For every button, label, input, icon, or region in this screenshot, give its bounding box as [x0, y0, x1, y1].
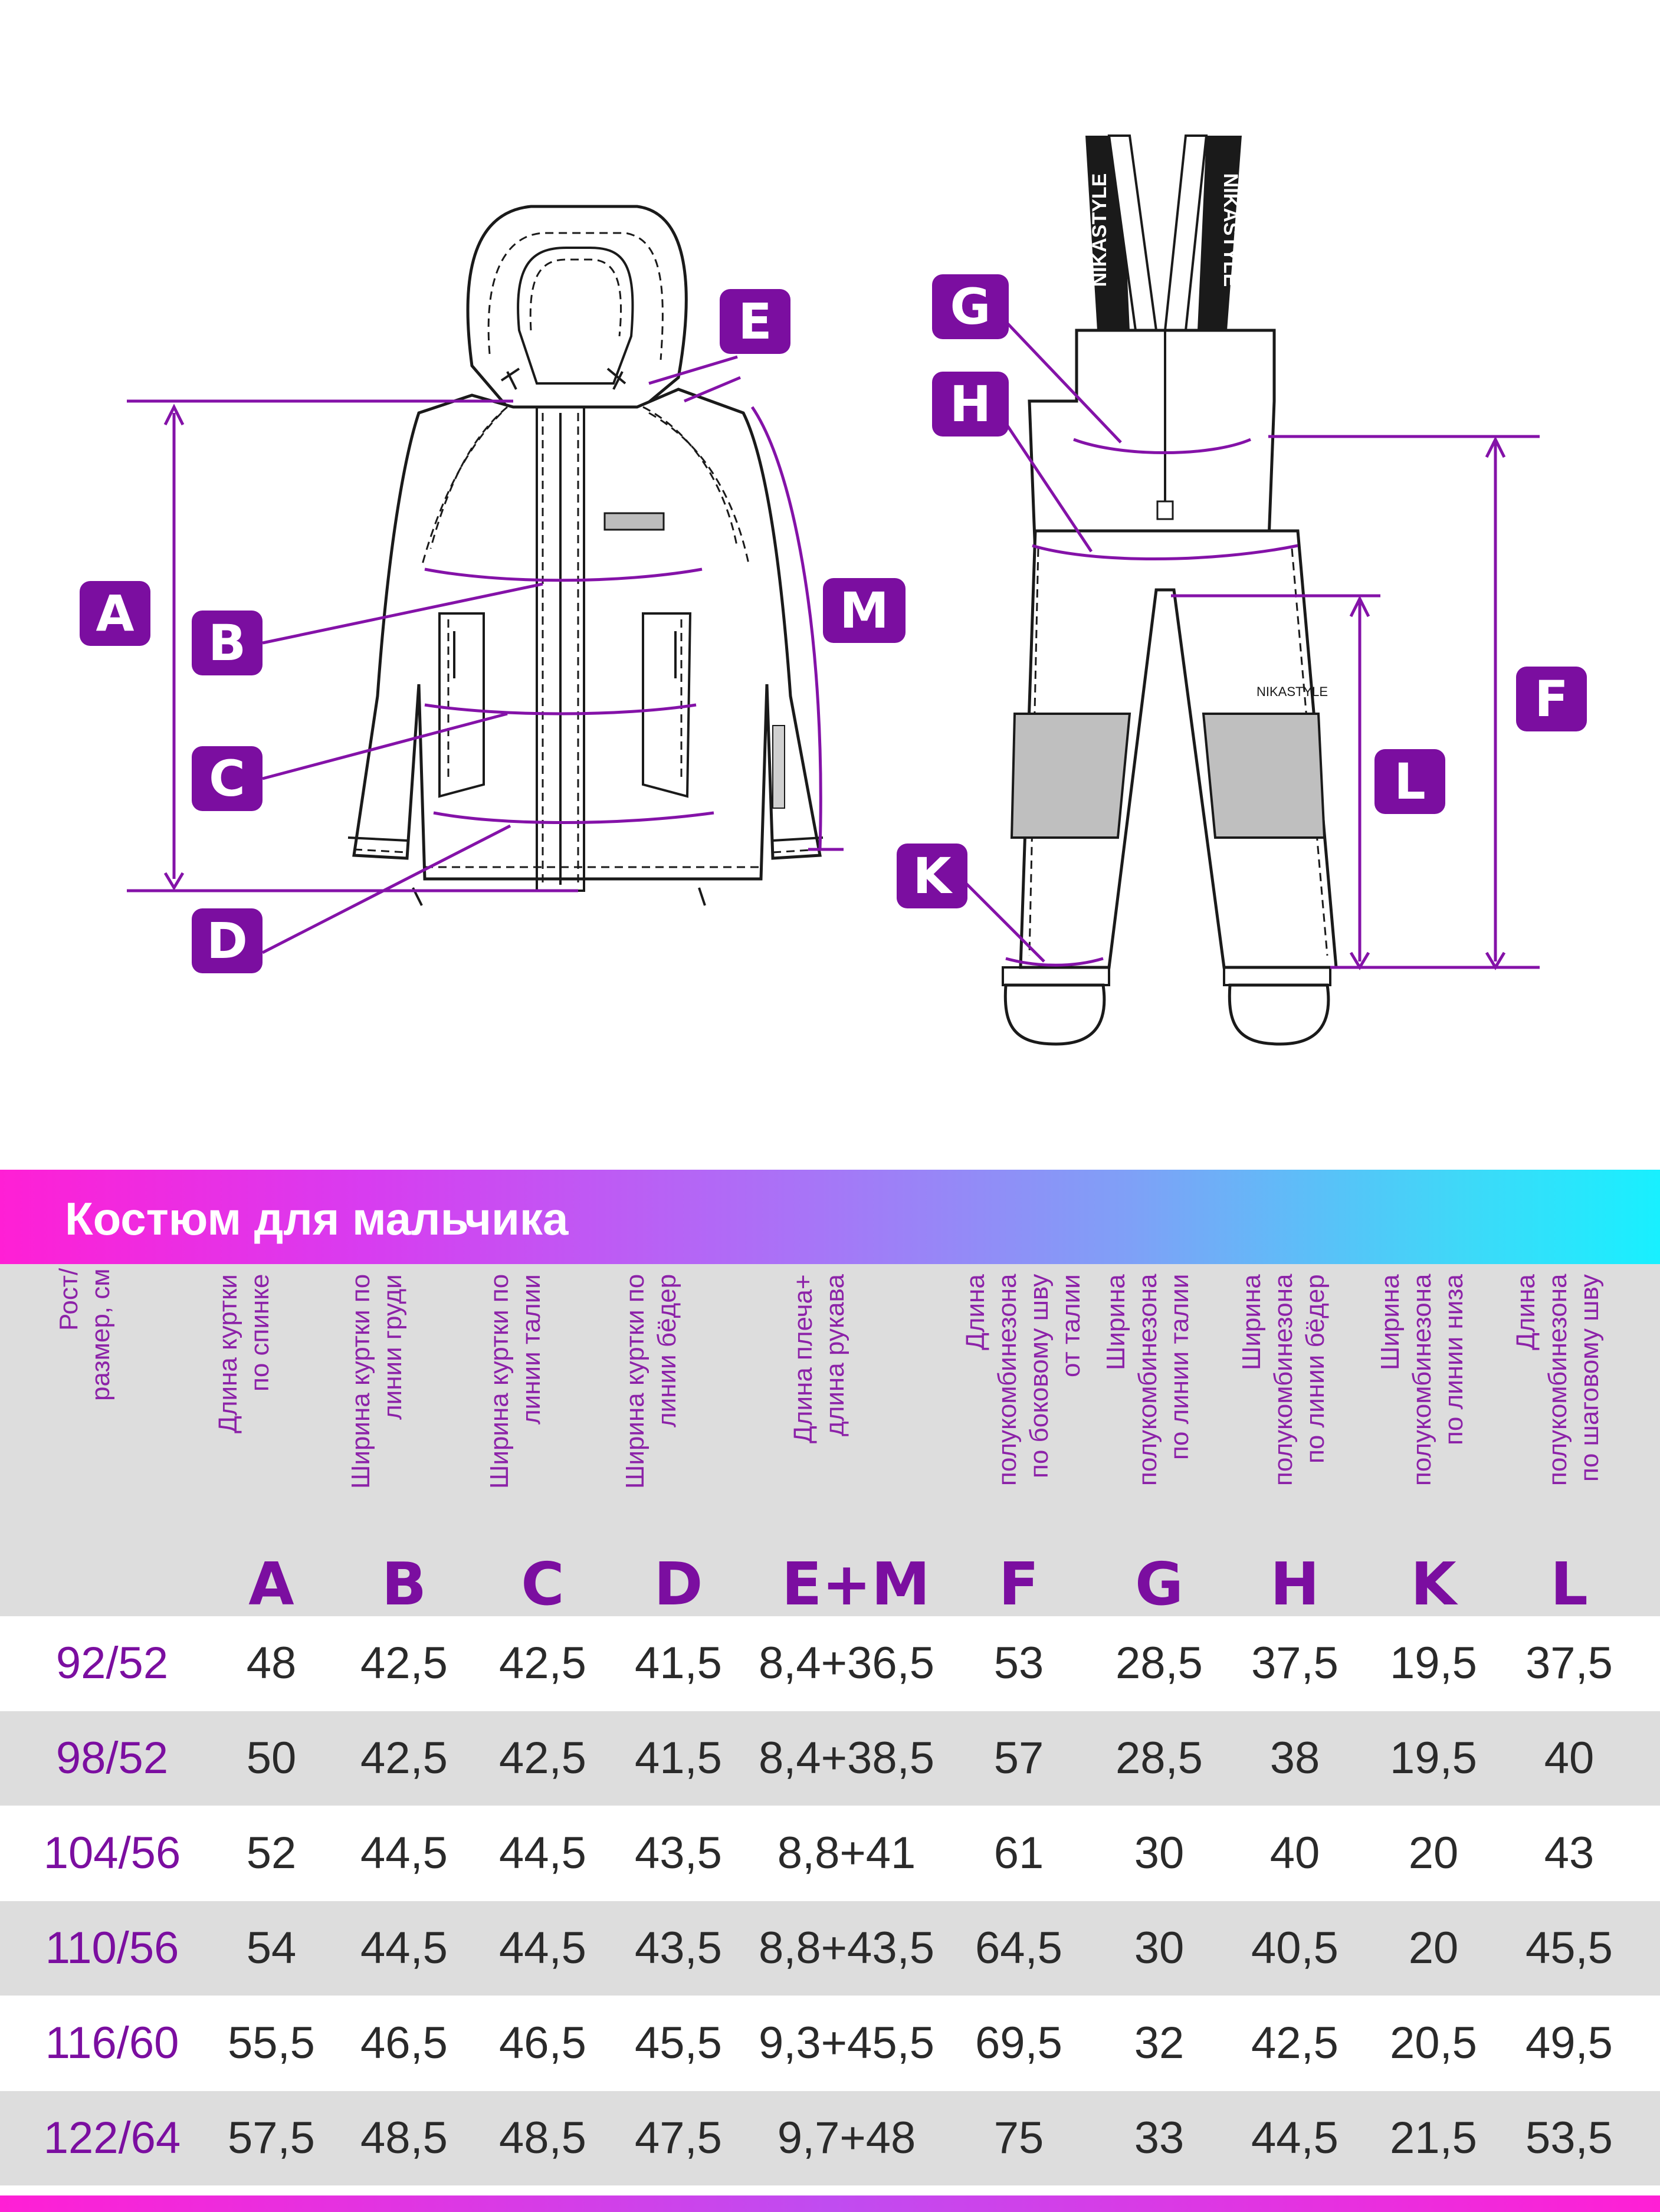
- value-cell: 43: [1544, 1828, 1595, 1878]
- value-cell: 8,4+36,5: [759, 1638, 934, 1688]
- label-H: [932, 372, 1009, 437]
- label-D: [192, 908, 263, 973]
- column-header-desc-c: Ширина куртки по линии талии: [485, 1274, 546, 1489]
- label-K: [897, 844, 967, 908]
- svg-text:E: E: [738, 293, 772, 350]
- value-cell: 8,8+43,5: [759, 1923, 934, 1973]
- table-row: [0, 1996, 1660, 2090]
- value-cell: 19,5: [1390, 1638, 1477, 1688]
- label-C: [192, 746, 263, 811]
- value-cell: 54: [246, 1923, 297, 1973]
- value-cell: 28,5: [1116, 1733, 1203, 1783]
- size-cell: 116/60: [45, 2018, 179, 2068]
- value-cell: 42,5: [499, 1733, 586, 1783]
- svg-text:C: C: [209, 750, 245, 808]
- value-cell: 53: [993, 1638, 1044, 1688]
- svg-text:B: B: [208, 614, 247, 672]
- table-row: [0, 2091, 1660, 2185]
- svg-text:A: A: [96, 585, 134, 642]
- value-cell: 47,5: [635, 2113, 722, 2163]
- svg-text:G: G: [950, 278, 991, 336]
- size-cell: 122/64: [43, 2113, 181, 2163]
- value-cell: 30: [1134, 1828, 1185, 1878]
- value-cell: 20: [1408, 1923, 1459, 1973]
- size-cell: 110/56: [45, 1923, 179, 1973]
- bottom-accent-bar: [0, 2195, 1660, 2212]
- salopettes-brand-text: NIKASTYLE: [1257, 684, 1328, 699]
- column-header-letter-e-m: E+M: [782, 1550, 930, 1619]
- column-header-desc-d: Ширина куртки по линии бёдер: [621, 1274, 681, 1489]
- value-cell: 44,5: [1251, 2113, 1339, 2163]
- value-cell: 57,5: [228, 2113, 315, 2163]
- value-cell: 42,5: [360, 1733, 448, 1783]
- value-cell: 42,5: [360, 1638, 448, 1688]
- value-cell: 8,4+38,5: [759, 1733, 934, 1783]
- value-cell: 50: [246, 1733, 297, 1783]
- svg-text:K: K: [913, 847, 952, 905]
- label-A: [80, 581, 150, 646]
- value-cell: 49,5: [1526, 2018, 1613, 2068]
- value-cell: 9,3+45,5: [759, 2018, 934, 2068]
- column-header-letter-a: A: [248, 1550, 294, 1619]
- value-cell: 69,5: [975, 2018, 1062, 2068]
- column-header-desc-l: Длина полукомбинезона по шаговому шву: [1511, 1274, 1604, 1486]
- column-header-desc-a: Длина куртки по спинке: [214, 1274, 274, 1433]
- value-cell: 40,5: [1251, 1923, 1339, 1973]
- table-row: [0, 1901, 1660, 1996]
- value-cell: 46,5: [360, 2018, 448, 2068]
- svg-text:L: L: [1394, 753, 1426, 810]
- value-cell: 61: [993, 1828, 1044, 1878]
- value-cell: 48,5: [360, 2113, 448, 2163]
- value-cell: 48: [246, 1638, 297, 1688]
- size-column-header: Рост/ размер, см: [54, 1268, 115, 1401]
- value-cell: 20: [1408, 1828, 1459, 1878]
- column-header-letter-b: B: [381, 1550, 427, 1619]
- value-cell: 33: [1134, 2113, 1185, 2163]
- value-cell: 20,5: [1390, 2018, 1477, 2068]
- column-header-letter-h: H: [1270, 1550, 1320, 1619]
- column-header-letter-c: C: [521, 1550, 565, 1619]
- svg-text:M: M: [839, 582, 889, 639]
- value-cell: 8,8+41: [777, 1828, 916, 1878]
- value-cell: 48,5: [499, 2113, 586, 2163]
- value-cell: 45,5: [1526, 1923, 1613, 1973]
- value-cell: 45,5: [635, 2018, 722, 2068]
- value-cell: 57: [993, 1733, 1044, 1783]
- value-cell: 44,5: [360, 1923, 448, 1973]
- column-header-desc-e-m: Длина плеча+ длина рукава: [789, 1274, 849, 1443]
- column-header-desc-b: Ширина куртки по линии груди: [346, 1274, 407, 1489]
- value-cell: 28,5: [1116, 1638, 1203, 1688]
- salopettes-drawing: [1003, 136, 1336, 1044]
- strap-brand-text: NIKASTYLE: [1088, 173, 1111, 287]
- column-header-desc-f: Длина полукомбинезона по боковому шву от талии: [961, 1274, 1085, 1486]
- value-cell: 44,5: [360, 1828, 448, 1878]
- value-cell: 46,5: [499, 2018, 586, 2068]
- value-cell: 19,5: [1390, 1733, 1477, 1783]
- size-cell: 104/56: [43, 1828, 181, 1878]
- column-header-desc-g: Ширина полукомбинезона по линии талии: [1101, 1274, 1194, 1486]
- value-cell: 55,5: [228, 2018, 315, 2068]
- table-row: [0, 1616, 1660, 1711]
- value-cell: 42,5: [1251, 2018, 1339, 2068]
- value-cell: 38: [1269, 1733, 1320, 1783]
- label-B: [192, 611, 263, 675]
- label-E: [720, 289, 790, 354]
- value-cell: 41,5: [635, 1733, 722, 1783]
- value-cell: 41,5: [635, 1638, 722, 1688]
- value-cell: 21,5: [1390, 2113, 1477, 2163]
- value-cell: 30: [1134, 1923, 1185, 1973]
- value-cell: 42,5: [499, 1638, 586, 1688]
- size-cell: 98/52: [55, 1733, 169, 1783]
- value-cell: 75: [993, 2113, 1044, 2163]
- column-header-letter-k: K: [1410, 1550, 1456, 1619]
- column-header-letter-g: G: [1134, 1550, 1184, 1619]
- value-cell: 37,5: [1251, 1638, 1339, 1688]
- label-F: [1516, 667, 1587, 731]
- value-cell: 44,5: [499, 1828, 586, 1878]
- value-cell: 40: [1269, 1828, 1320, 1878]
- table-header: [0, 1264, 1660, 1619]
- value-cell: 32: [1134, 2018, 1185, 2068]
- value-cell: 40: [1544, 1733, 1595, 1783]
- value-cell: 53,5: [1526, 2113, 1613, 2163]
- value-cell: 43,5: [635, 1923, 722, 1973]
- strap-brand-text-right: NIKASTYLE: [1219, 173, 1242, 287]
- svg-text:D: D: [206, 912, 248, 970]
- column-header-letter-l: L: [1550, 1550, 1588, 1619]
- size-cell: 92/52: [55, 1638, 169, 1688]
- value-cell: 52: [246, 1828, 297, 1878]
- table-row: [0, 1711, 1660, 1806]
- label-M: [823, 578, 906, 643]
- value-cell: 37,5: [1526, 1638, 1613, 1688]
- value-cell: 9,7+48: [777, 2113, 916, 2163]
- table-title: Костюм для мальчика: [65, 1193, 569, 1245]
- table-title-banner: [0, 1170, 1660, 1264]
- table-row: [0, 1806, 1660, 1901]
- value-cell: 44,5: [499, 1923, 586, 1973]
- svg-text:F: F: [1534, 670, 1569, 728]
- column-header-letter-d: D: [654, 1550, 703, 1619]
- column-header-letter-f: F: [998, 1550, 1039, 1619]
- label-L: [1374, 749, 1445, 814]
- column-header-desc-k: Ширина полукомбинезона по линии низа: [1376, 1274, 1468, 1486]
- value-cell: 64,5: [975, 1923, 1062, 1973]
- label-G: [932, 274, 1009, 339]
- value-cell: 43,5: [635, 1828, 722, 1878]
- column-header-desc-h: Ширина полукомбинезона по линии бёдер: [1237, 1274, 1330, 1486]
- svg-text:H: H: [949, 375, 992, 433]
